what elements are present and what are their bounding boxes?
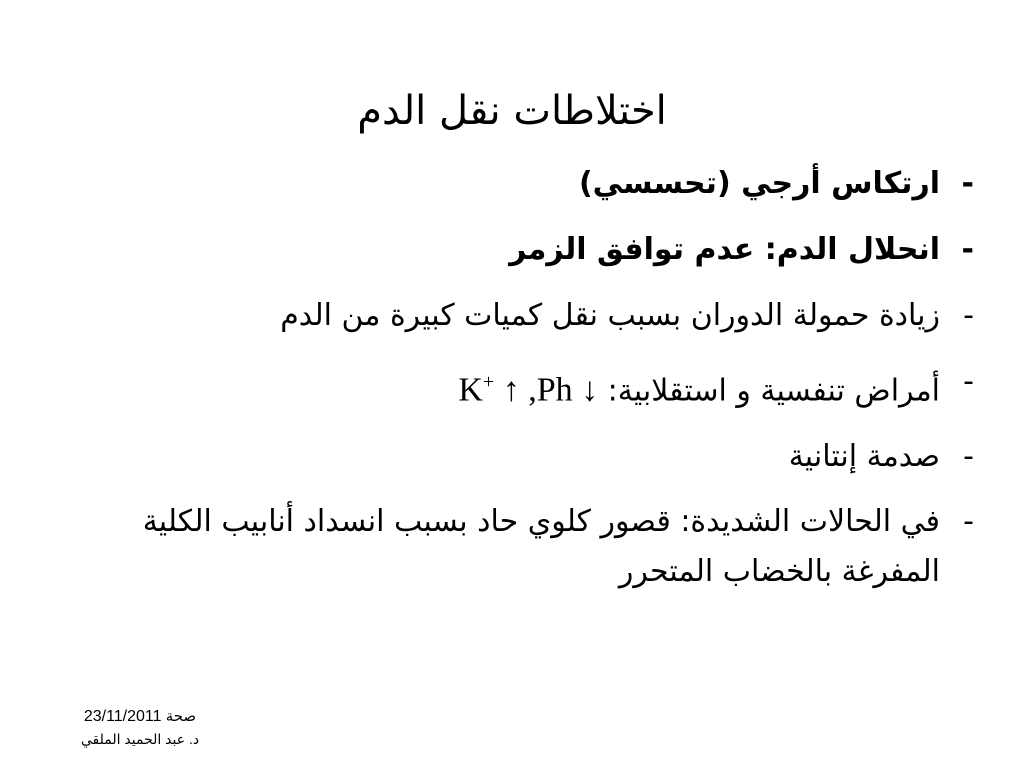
- bullet-text: صدمة إنتانية: [788, 439, 940, 475]
- bullet-dash: -: [963, 298, 974, 333]
- bullet-item-respiratory-metabolic: [98, 356, 978, 417]
- bullet-item-renal-failure: [98, 497, 978, 597]
- bullet-item-circulatory-overload: [98, 290, 978, 342]
- bullet-text: في الحالات الشديدة: قصور كلوي حاد بسبب انسداد أنابيب الكلية المفرغة بالخضاب المتحرر: [142, 504, 940, 590]
- bullet-item-allergic-reaction: [98, 158, 978, 210]
- slide-title: اختلاطات نقل الدم: [357, 87, 667, 134]
- formula-rest: ↑ ,Ph ↓: [494, 371, 599, 409]
- formula-k: K: [458, 371, 483, 409]
- bullet-list: [98, 158, 978, 611]
- bullet-text: زيادة حمولة الدوران بسبب نقل كميات كبيرة من الدم: [280, 298, 940, 333]
- bullet-dash: -: [961, 232, 974, 267]
- bullet-text: أمراض تنفسية و استقلابية:: [598, 373, 940, 409]
- footer-date: 23/11/2011: [83, 708, 162, 725]
- footer-page-label: صحة: [165, 708, 197, 725]
- bullet-dash: -: [961, 166, 974, 201]
- bullet-text: ارتكاس أرجي (تحسسي): [578, 166, 940, 201]
- footer-author: د. عبد الحميد الملقي: [80, 731, 200, 747]
- bullet-dash: -: [963, 364, 974, 399]
- electrolyte-formula: [458, 356, 598, 416]
- bullet-text: انحلال الدم: عدم توافق الزمر: [509, 232, 940, 267]
- footer-date-line: [40, 706, 240, 728]
- slide-footer: [40, 706, 240, 750]
- bullet-item-hemolysis: [98, 224, 978, 276]
- bullet-dash: -: [963, 439, 974, 475]
- bullet-dash: -: [963, 504, 974, 540]
- formula-k-charge: +: [482, 371, 495, 393]
- bullet-item-septic-shock: [98, 431, 978, 483]
